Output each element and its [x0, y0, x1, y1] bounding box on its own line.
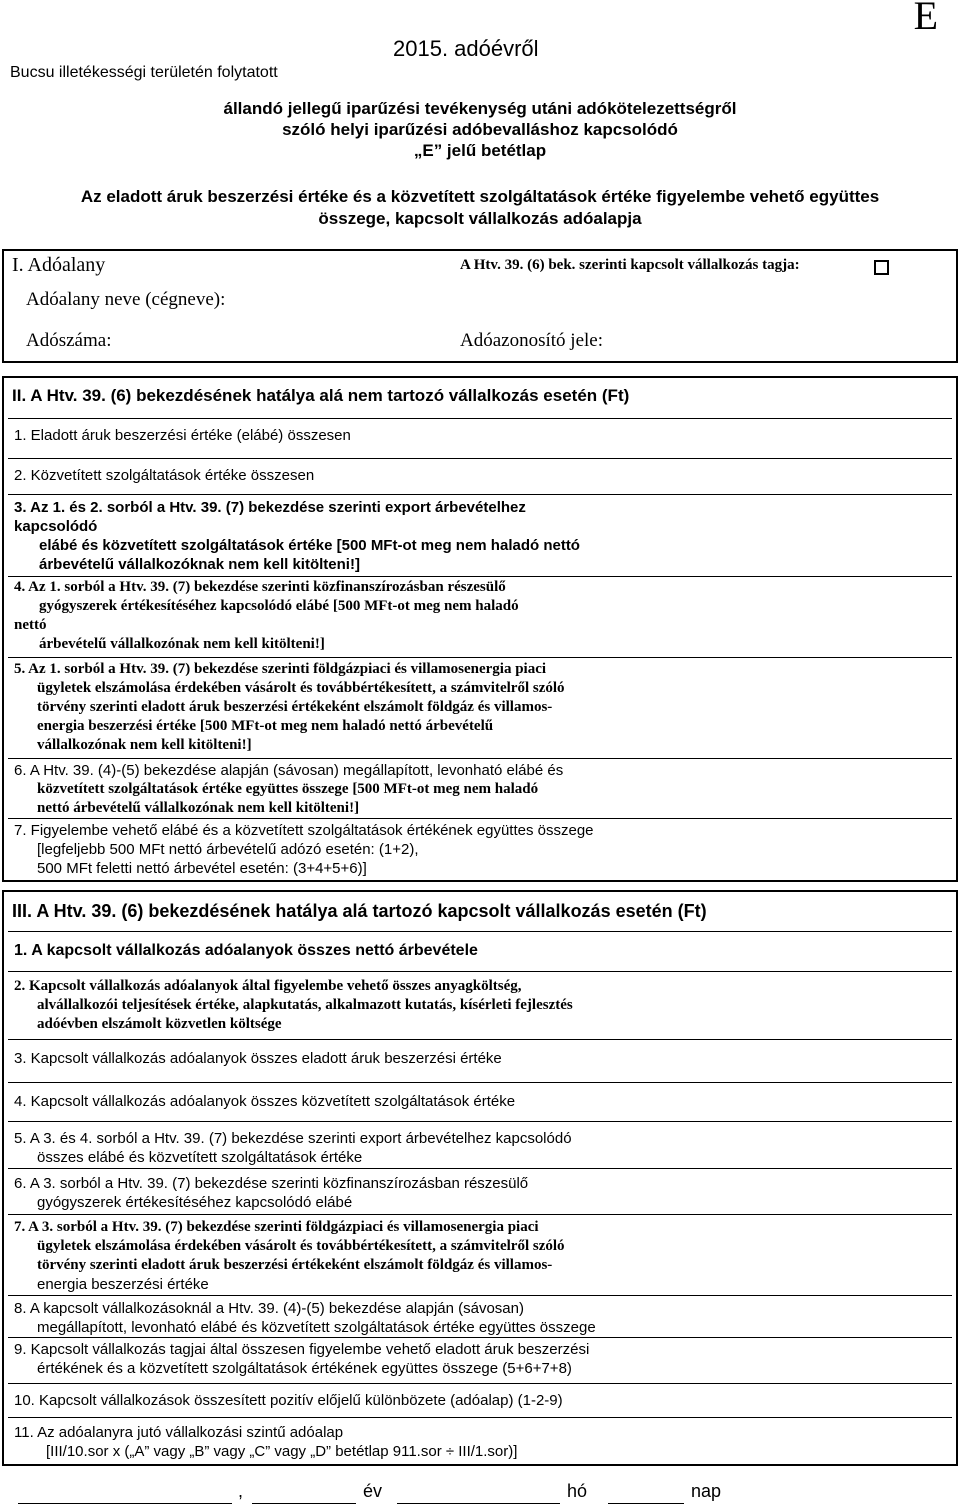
s3-row-7: [14, 1218, 946, 1294]
row-text: ügyletek elszámolása érdekében vásárolt és továbbértékesített, a számvitelről szóló: [37, 1238, 565, 1254]
month-label: hó: [567, 1481, 588, 1501]
row-text: árbevételű vállalkozónak nem kell kitölteni!]: [39, 636, 325, 652]
s3-row-10: [14, 1391, 946, 1410]
s2-row-4: [14, 578, 946, 654]
s3-row-4: [14, 1092, 946, 1111]
row-text: törvény szerinti eladott áruk beszerzési értékeként elszámolt földgáz és villamos-: [37, 699, 553, 715]
row-text: árbevételű vállalkozóknak nem kell kitölteni!]: [39, 556, 360, 573]
related-company-checkbox[interactable]: [874, 260, 889, 275]
row-text: 9. Kapcsolt vállalkozás tagjai által összesen figyelembe vehető eladott áruk beszerzési: [14, 1341, 590, 1358]
section-2: [2, 376, 958, 882]
row-text: megállapított, levonható elábé és közvetített szolgáltatások értéke együttes összege: [37, 1319, 596, 1336]
row-text: alvállalkozói teljesítések értéke, alapkutatás, alkalmazott kutatás, kísérleti fejlesztés: [37, 997, 573, 1013]
row-text: energia beszerzési értéke [500 MFt-ot meg nem haladó nettó árbevételű: [37, 718, 494, 734]
row-text: nettó: [14, 617, 47, 633]
s3-row-9: [14, 1340, 946, 1378]
s3-row-8: [14, 1299, 946, 1337]
row-text: energia beszerzési értéke: [37, 1276, 209, 1293]
s2-row-2: [14, 466, 946, 485]
row-text: kapcsolódó: [14, 518, 98, 535]
day-field[interactable]: [608, 1503, 684, 1504]
row-text: ügyletek elszámolása érdekében vásárolt és továbbértékesített, a számvitelről szóló: [37, 680, 565, 696]
s3-row-11: [14, 1423, 946, 1461]
row-text: 6. A 3. sorból a Htv. 39. (7) bekezdése szerinti közfinanszírozásban részesülő: [14, 1175, 529, 1192]
s2-row-5: [14, 660, 946, 755]
title-line: „E” jelű betétlap: [413, 141, 547, 160]
taxpayer-name-label: Adóalany neve (cégneve):: [26, 289, 226, 310]
row-text: nettó árbevételű vállalkozónak nem kell kitölteni!]: [37, 800, 360, 816]
title-line: állandó jellegű iparűzési tevékenység utáni adókötelezettségről: [223, 99, 737, 118]
s3-row-2: [14, 977, 946, 1034]
s3-row-3: [14, 1049, 946, 1068]
row-text: 7. A 3. sorból a Htv. 39. (7) bekezdése szerinti földgázpiaci és villamosenergia piaci: [14, 1219, 539, 1235]
row-text: 7. Figyelembe vehető elábé és a közvetített szolgáltatások értékének együttes összege: [14, 822, 594, 839]
row-text: 11. Az adóalanyra jutó vállalkozási szintű adóalap: [14, 1424, 344, 1441]
form-title: [0, 98, 960, 161]
place-field[interactable]: [18, 1503, 232, 1504]
row-text: 8. A kapcsolt vállalkozásoknál a Htv. 39. (4)-(5) bekezdése alapján (sávosan): [14, 1300, 524, 1317]
row-text: 6. A Htv. 39. (4)-(5) bekezdése alapján (sávosan) megállapított, levonható elábé és: [14, 762, 564, 779]
form-subtitle: [0, 186, 960, 230]
row-text: 2. Közvetített szolgáltatások értéke összesen: [14, 467, 315, 484]
tax-number-label: Adószáma:: [26, 330, 112, 351]
row-text: gyógyszerek értékesítéséhez kapcsolódó elábé [500 MFt-ot meg nem haladó: [39, 598, 519, 614]
row-text: adóévben elszámolt közvetlen költsége: [37, 1016, 282, 1032]
related-company-label: A Htv. 39. (6) bek. szerinti kapcsolt vállalkozás tagja:: [460, 257, 800, 273]
s2-row-1: [14, 426, 946, 445]
row-text: 5. A 3. és 4. sorból a Htv. 39. (7) bekezdése szerinti export árbevételhez kapcsolódó: [14, 1130, 572, 1147]
row-text: 1. A kapcsolt vállalkozás adóalanyok összes nettó árbevétele: [14, 942, 478, 959]
row-text: 4. Az 1. sorból a Htv. 39. (7) bekezdése szerinti közfinanszírozásban részesülő: [14, 579, 506, 595]
section-1-title: I. Adóalany: [12, 254, 106, 276]
s2-row-6: [14, 761, 946, 818]
tax-year: 2015. adóévről: [393, 36, 539, 61]
row-text: 3. Kapcsolt vállalkozás adóalanyok összes eladott áruk beszerzési értéke: [14, 1050, 502, 1067]
section-3-title: III. A Htv. 39. (6) bekezdésének hatálya alá tartozó kapcsolt vállalkozás esetén (Ft): [12, 901, 707, 921]
subtitle-line: Az eladott áruk beszerzési értéke és a közvetített szolgáltatások értéke figyelembe vehető együttes: [80, 187, 880, 206]
row-text: 10. Kapcsolt vállalkozások összesített pozitív előjelű különbözete (adóalap) (1-2-9): [14, 1392, 563, 1409]
row-text: [legfeljebb 500 MFt nettó árbevételű adózó esetén: (1+2),: [37, 841, 419, 858]
section-2-title: II. A Htv. 39. (6) bekezdésének hatálya alá nem tartozó vállalkozás esetén (Ft): [12, 386, 630, 405]
month-field[interactable]: [397, 1503, 560, 1504]
s3-row-5: [14, 1129, 946, 1167]
tax-id-label: Adóazonosító jele:: [460, 330, 603, 351]
row-text: értékének és a közvetített szolgáltatások értékének együttes összege (5+6+7+8): [37, 1360, 572, 1377]
municipality-label: Bucsu illetékességi területén folytatott: [10, 64, 278, 81]
row-text: 4. Kapcsolt vállalkozás adóalanyok összes közvetített szolgáltatások értéke: [14, 1093, 516, 1110]
row-text: 3. Az 1. és 2. sorból a Htv. 39. (7) bekezdése szerinti export árbevételhez: [14, 499, 526, 516]
day-label: nap: [691, 1481, 722, 1501]
subtitle-line: összege, kapcsolt vállalkozás adóalapja: [318, 209, 642, 228]
row-text: összes elábé és közvetített szolgáltatások értéke: [37, 1149, 363, 1166]
row-text: 2. Kapcsolt vállalkozás adóalanyok által figyelembe vehető összes anyagköltség,: [14, 978, 522, 994]
row-text: közvetített szolgáltatások értéke együttes összege [500 MFt-ot meg nem haladó: [37, 781, 539, 797]
row-text: 1. Eladott áruk beszerzési értéke (elábé) összesen: [14, 427, 351, 444]
row-text: elábé és közvetített szolgáltatások értéke [500 MFt-ot meg nem haladó nettó: [39, 537, 580, 554]
date-comma: ,: [238, 1481, 244, 1501]
s2-row-7: [14, 821, 946, 878]
section-taxpayer: [2, 249, 958, 363]
year-label: év: [363, 1481, 383, 1501]
row-text: gyógyszerek értékesítéséhez kapcsolódó elábé: [37, 1194, 353, 1211]
s3-row-6: [14, 1174, 946, 1212]
row-text: [III/10.sor x („A” vagy „B” vagy „C” vagy „D” betétlap 911.sor ÷ III/1.sor)]: [46, 1443, 518, 1460]
title-line: szóló helyi iparűzési adóbevalláshoz kapcsolódó: [282, 120, 678, 139]
row-text: 500 MFt feletti nettó árbevétel esetén: (3+4+5+6)]: [37, 860, 367, 877]
s3-row-1: [14, 941, 946, 960]
form-letter: E: [913, 0, 938, 38]
section-3: [2, 890, 958, 1466]
row-text: 5. Az 1. sorból a Htv. 39. (7) bekezdése szerinti földgázpiaci és villamosenergia piaci: [14, 661, 547, 677]
s2-row-3: [14, 498, 946, 574]
year-field[interactable]: [252, 1503, 356, 1504]
row-text: vállalkozónak nem kell kitölteni!]: [37, 737, 252, 753]
row-text: törvény szerinti eladott áruk beszerzési értékeként elszámolt földgáz és villamos-: [37, 1257, 553, 1273]
